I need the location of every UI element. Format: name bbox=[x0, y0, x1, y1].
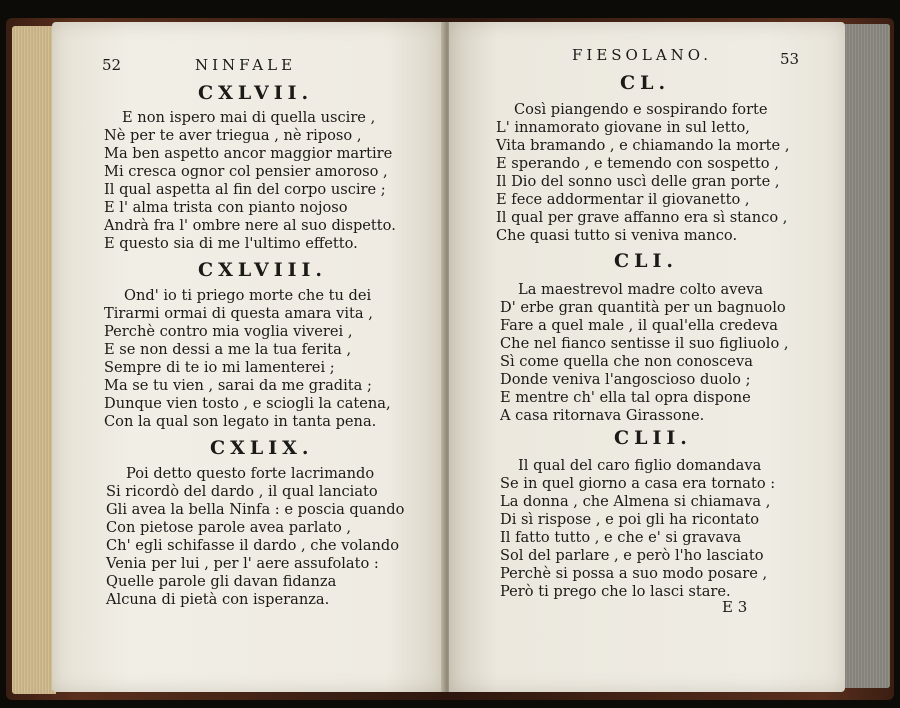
verse-line: Perchè contro mia voglia viverei , bbox=[104, 323, 353, 340]
verse-line: Il qual per grave affanno era sì stanco , bbox=[496, 209, 788, 226]
stanza-heading: CXLVII. bbox=[198, 82, 314, 104]
right-running-head: FIESOLANO. bbox=[572, 46, 712, 64]
right-page-edges bbox=[842, 24, 890, 688]
right-page-number: 53 bbox=[780, 50, 800, 68]
verse-line: Il Dio del sonno uscì delle gran porte , bbox=[496, 173, 780, 190]
verse-line: E fece addormentar il giovanetto , bbox=[496, 191, 750, 208]
stanza-heading: CXLVIII. bbox=[198, 259, 327, 281]
stanza-heading: CXLIX. bbox=[210, 437, 314, 459]
verse-line: E sperando , e temendo con sospetto , bbox=[496, 155, 779, 172]
verse-line: Ond' io ti priego morte che tu dei bbox=[124, 287, 372, 304]
verse-line: Sì come quella che non conosceva bbox=[500, 353, 753, 370]
verse-line: Donde veniva l'angoscioso duolo ; bbox=[500, 371, 751, 388]
verse-line: La donna , che Almena si chiamava , bbox=[500, 493, 771, 510]
verse-line: E se non dessi a me la tua ferita , bbox=[104, 341, 352, 358]
verse-line: Nè per te aver triegua , nè riposo , bbox=[104, 127, 362, 144]
verse-line: Ma ben aspetto ancor maggior martire bbox=[104, 145, 393, 162]
verse-line: Così piangendo e sospirando forte bbox=[514, 101, 768, 118]
verse-line: Vita bramando , e chiamando la morte , bbox=[496, 137, 790, 154]
stanza-heading: CLII. bbox=[614, 427, 692, 449]
verse-line: Ch' egli schifasse il dardo , che volando bbox=[106, 537, 400, 554]
verse-line: E questo sia di me l'ultimo effetto. bbox=[104, 235, 358, 252]
verse-line: Il fatto tutto , e che e' si gravava bbox=[500, 529, 742, 546]
verse-line: Se in quel giorno a casa era tornato : bbox=[500, 475, 776, 492]
verse-line: Però ti prego che lo lasci stare. bbox=[500, 583, 731, 600]
left-page-edges bbox=[12, 26, 56, 694]
verse-line: Sempre di te io mi lamenterei ; bbox=[104, 359, 335, 376]
verse-line: Si ricordò del dardo , il qual lanciato bbox=[106, 483, 378, 500]
verse-line: D' erbe gran quantità per un bagnuolo bbox=[500, 299, 786, 316]
verse-line: Alcuna di pietà con isperanza. bbox=[106, 591, 330, 608]
verse-line: Tirarmi ormai di questa amara vita , bbox=[104, 305, 373, 322]
verse-line: Perchè si possa a suo modo posare , bbox=[500, 565, 768, 582]
verse-line: La maestrevol madre colto aveva bbox=[518, 281, 764, 298]
verse-line: Sol del parlare , e però l'ho lasciato bbox=[500, 547, 764, 564]
verse-line: E non ispero mai di quella uscire , bbox=[122, 109, 376, 126]
verse-line: Il qual aspetta al fin del corpo uscire ; bbox=[104, 181, 386, 198]
verse-line: Il qual del caro figlio domandava bbox=[518, 457, 762, 474]
verse-line: Gli avea la bella Ninfa : e poscia quando bbox=[106, 501, 405, 518]
verse-line: E l' alma trista con pianto nojoso bbox=[104, 199, 348, 216]
verse-line: A casa ritornava Girassone. bbox=[500, 407, 705, 424]
verse-line: Con pietose parole avea parlato , bbox=[106, 519, 352, 536]
verse-line: Ma se tu vien , sarai da me gradita ; bbox=[104, 377, 372, 394]
verse-line: L' innamorato giovane in sul letto, bbox=[496, 119, 750, 136]
verse-line: Andrà fra l' ombre nere al suo dispetto. bbox=[104, 217, 396, 234]
verse-line: Mi cresca ognor col pensier amoroso , bbox=[104, 163, 388, 180]
verse-line: Quelle parole gli davan fidanza bbox=[106, 573, 337, 590]
verse-line: Che quasi tutto si veniva manco. bbox=[496, 227, 738, 244]
verse-line: E mentre ch' ella tal opra dispone bbox=[500, 389, 751, 406]
stanza-heading: CL. bbox=[620, 72, 671, 94]
left-page-number: 52 bbox=[102, 56, 122, 74]
verse-line: Dunque vien tosto , e sciogli la catena, bbox=[104, 395, 391, 412]
left-running-head: NINFALE bbox=[195, 56, 297, 74]
verse-line: Che nel fianco sentisse il suo figliuolo , bbox=[500, 335, 789, 352]
verse-line: Di sì rispose , e poi gli ha ricontato bbox=[500, 511, 760, 528]
verse-line: Fare a quel male , il qual'ella credeva bbox=[500, 317, 778, 334]
verse-line: Poi detto questo forte lacrimando bbox=[126, 465, 375, 482]
verse-line: Con la qual son legato in tanta pena. bbox=[104, 413, 377, 430]
catchword: E 3 bbox=[722, 598, 748, 616]
stanza-heading: CLI. bbox=[614, 250, 678, 272]
verse-line: Venia per lui , per l' aere assufolato : bbox=[106, 555, 379, 572]
